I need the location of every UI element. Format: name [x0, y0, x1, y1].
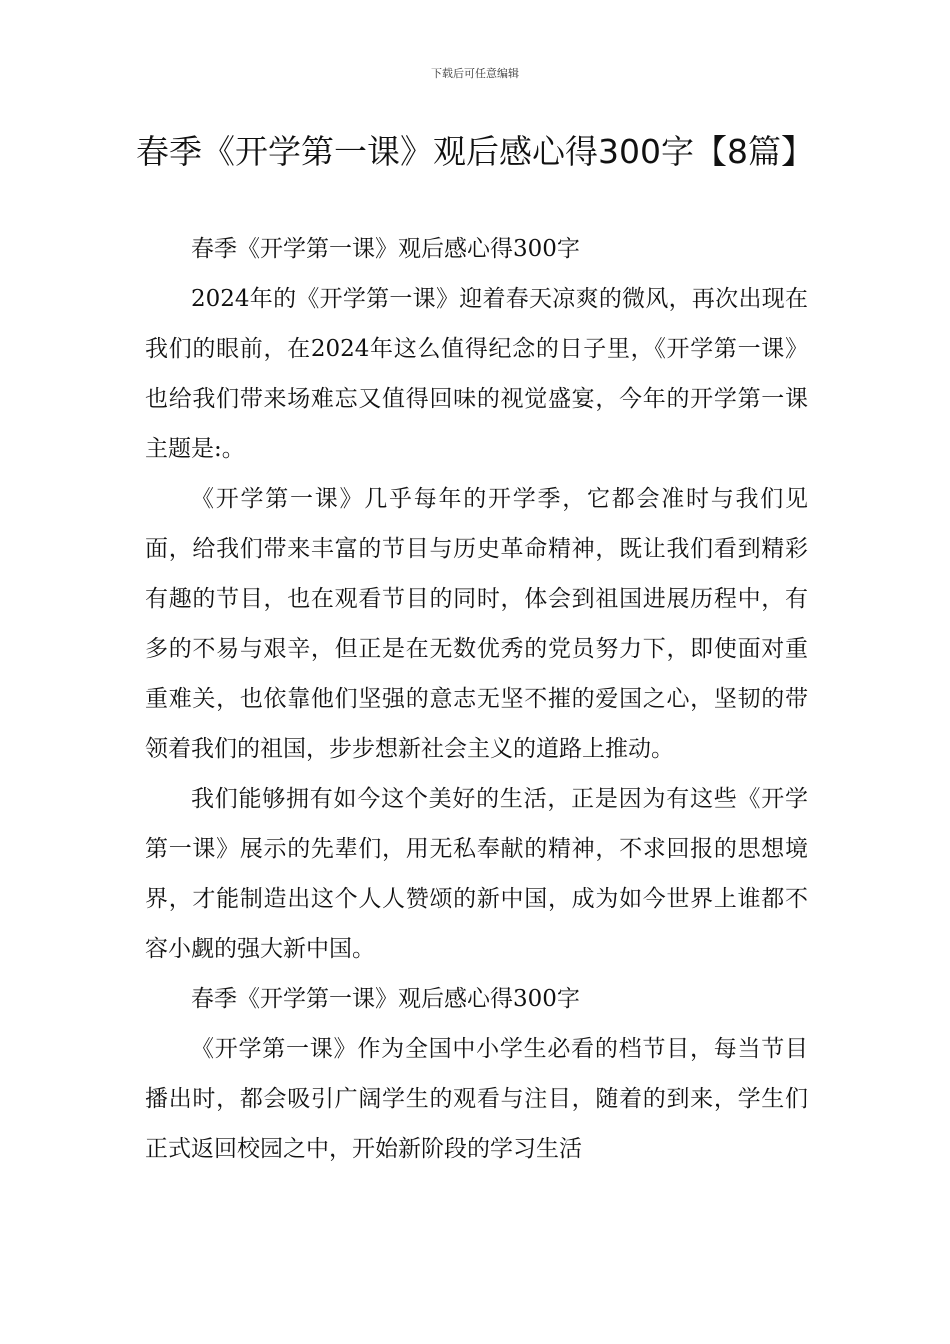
paragraph-4: 《开学第一课》作为全国中小学生必看的档节目，每当节目播出时，都会吸引广阔学生的观看与注目，随着的到来，学生们正式返回校园之中，开始新阶段的学习生活 — [145, 1036, 808, 1162]
section-heading-1: 春季《开学第一课》观后感心得300字 — [191, 236, 580, 262]
paragraph-3: 我们能够拥有如今这个美好的生活，正是因为有这些《开学第一课》展示的先辈们，用无私奉献的精神，不求回报的思想境界，才能制造出这个人人赞颂的新中国，成为如今世界上谁都不容小觑的强大新中国。 — [145, 786, 808, 962]
header-note: 下载后可任意编辑 — [431, 67, 519, 80]
paragraph-1: 2024年的《开学第一课》迎着春天凉爽的微风，再次出现在我们的眼前，在2024年这么值得纪念的日子里，《开学第一课》也给我们带来场难忘又值得回味的视觉盛宴，今年的开学第一课主题是:。 — [145, 286, 808, 462]
document-body — [145, 224, 808, 1174]
section-heading-2: 春季《开学第一课》观后感心得300字 — [191, 986, 580, 1012]
document-title: 春季《开学第一课》观后感心得300字【8篇】 — [136, 132, 814, 171]
paragraph-2: 《开学第一课》几乎每年的开学季，它都会准时与我们见面，给我们带来丰富的节目与历史革命精神，既让我们看到精彩有趣的节目，也在观看节目的同时，体会到祖国进展历程中，有多的不易与艰辛，但正是在无数优秀的党员努力下，即使面对重重难关，也依靠他们坚强的意志无坚不摧的爱国之心，坚韧的带领着我们的祖国，步步想新社会主义的道路上推动。 — [145, 486, 808, 762]
